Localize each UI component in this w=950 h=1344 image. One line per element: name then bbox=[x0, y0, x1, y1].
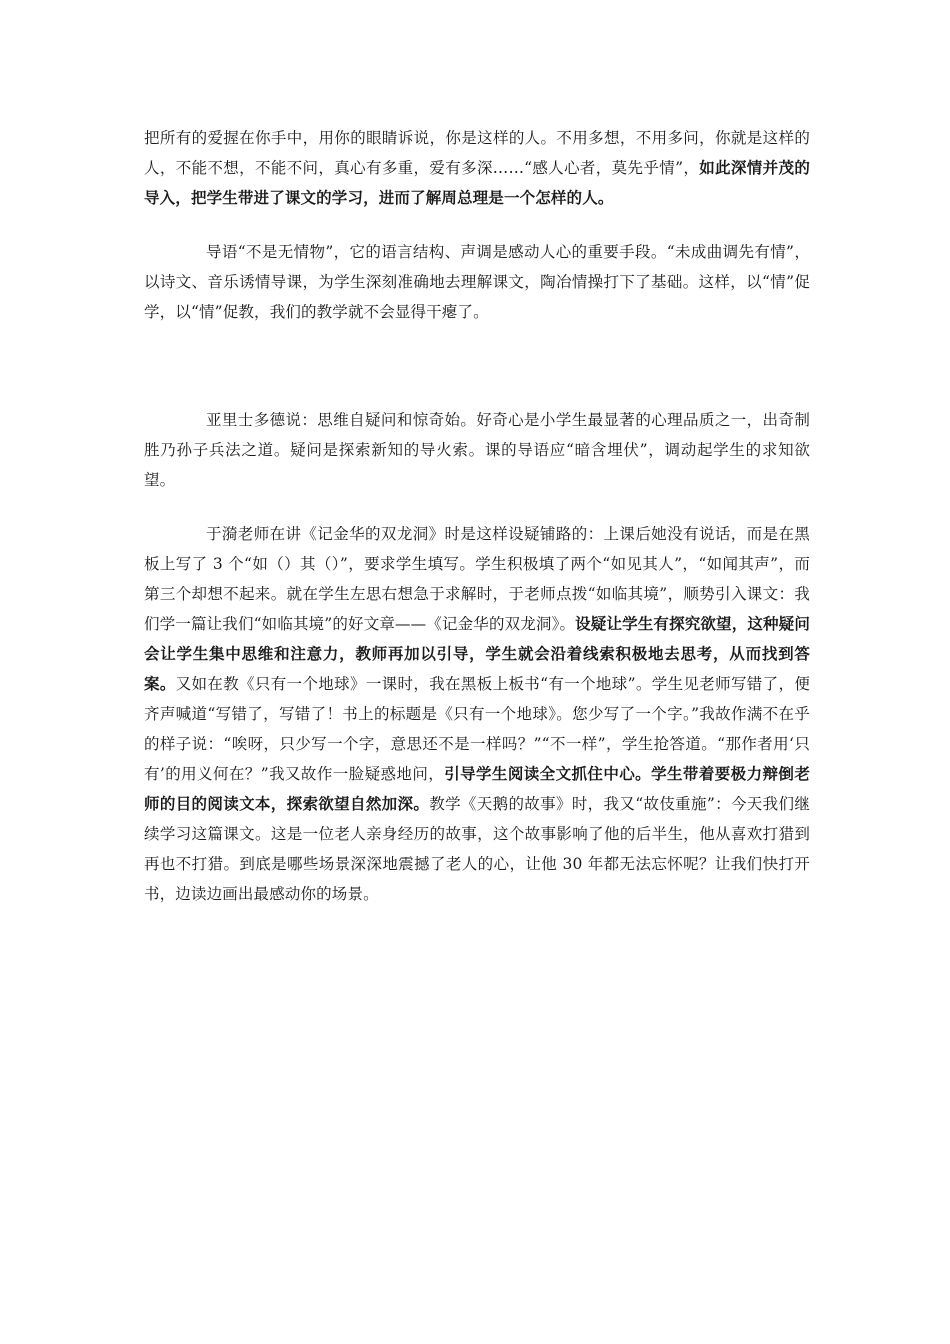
bold-emphasis: 如此深情并茂的导入，把学生带进了课文的学习，进而了解周总理是一个怎样的人。 bbox=[144, 158, 810, 207]
paragraph-yuyi-example bbox=[144, 519, 810, 909]
paragraph-text: 又如在教《只有一个地球》一课时，我在黑板上板书“有一个地球”。学生见老师写错了，便齐声喊道“写错了，写错了！书上的标题是《只有一个地球》。您少写了一个字。”我故作满不在乎的样子说：“唉呀，只少写一个字，意思还不是一样吗？”“不一样”，学生抢答道。“那作者用‘只有’的用义何在？”我又故作一脸疑惑地问， bbox=[144, 675, 810, 783]
bold-emphasis: 引导学生阅读全文抓住中心。学生带着要极力辩倒老师的目的阅读文本，探索欲望自然加深。 bbox=[144, 764, 810, 813]
paragraph-text: 教学《天鹅的故事》时，我又“故伎重施”：今天我们继续学习这篇课文。这是一位老人亲身经历的故事，这个故事影响了他的后半生，他从喜欢打猎到再也不打猎。到底是哪些场景深深地震撼了老人的心，让他 30 年都无法忘怀呢？让我们快打开书，边读边画出最感动你的场景。 bbox=[144, 795, 810, 903]
bold-emphasis: 设疑让学生有探究欲望，这种疑问会让学生集中思维和注意力，教师再加以引导，学生就会沿着线索积极地去思考，从而找到答案。 bbox=[144, 614, 810, 693]
paragraph-daoyu bbox=[144, 237, 810, 327]
paragraph-aristotle bbox=[144, 405, 810, 495]
paragraph-text: 亚里士多德说：思维自疑问和惊奇始。好奇心是小学生最显著的心理品质之一，出奇制胜乃孙子兵法之道。疑问是探索新知的导火索。课的导语应“暗含埋伏”，调动起学生的求知欲望。 bbox=[144, 411, 810, 489]
document-page bbox=[144, 123, 810, 909]
paragraph-text: 把所有的爱握在你手中，用你的眼睛诉说，你是这样的人。不用多想，不用多问，你就是这样的人，不能不想，不能不问，真心有多重，爱有多深……“感人心者，莫先乎情”， bbox=[144, 129, 810, 177]
paragraph-text: 于漪老师在讲《记金华的双龙洞》时是这样设疑铺路的：上课后她没有说话，而是在黑板上写了 3 个“如（）其（）”，要求学生填写。学生积极填了两个“如见其人”，“如闻其声”，而第三个却想不起来。就在学生左思右想急于求解时，于老师点拨“如临其境”，顺势引入课文：我们学一篇让我们“如临其境”的好文章——《记金华的双龙洞》。 bbox=[144, 525, 810, 633]
paragraph-text: 导语“不是无情物”，它的语言结构、声调是感动人心的重要手段。“未成曲调先有情”，以诗文、音乐诱情导课，为学生深刻准确地去理解课文，陶冶情操打下了基础。这样，以“情”促学，以“情”促教，我们的教学就不会显得干瘪了。 bbox=[144, 243, 810, 321]
paragraph-intro-continued bbox=[144, 123, 810, 213]
